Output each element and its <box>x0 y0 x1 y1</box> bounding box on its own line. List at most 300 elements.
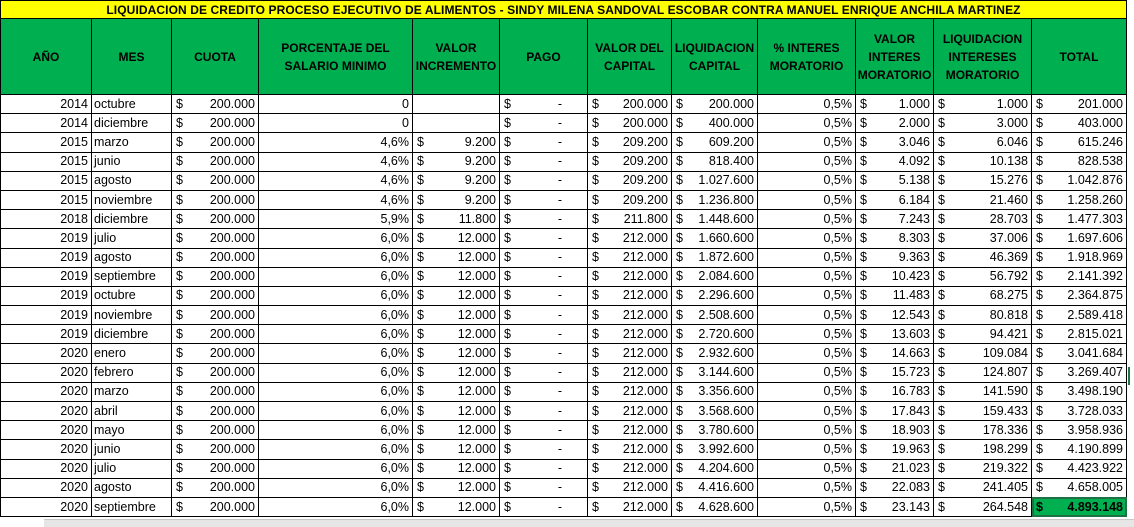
cell-interest-liquidation[interactable] <box>934 440 1032 459</box>
cell-year[interactable]: 2015 <box>1 171 92 190</box>
cell-interest-pct[interactable]: 0,5% <box>758 478 856 497</box>
cell-interest-value[interactable] <box>856 306 934 325</box>
cell-payment[interactable] <box>500 325 588 344</box>
cell-interest-value[interactable] <box>856 190 934 209</box>
cell-year[interactable]: 2019 <box>1 248 92 267</box>
cell-salary-percentage[interactable]: 6,0% <box>259 344 413 363</box>
cell-capital-liquidation[interactable] <box>672 171 758 190</box>
cell-capital[interactable] <box>588 152 672 171</box>
cell-total[interactable] <box>1032 459 1127 478</box>
cell-month[interactable]: abril <box>92 402 172 421</box>
currency-symbol: $ <box>860 154 867 169</box>
cell-interest-pct[interactable]: 0,5% <box>758 306 856 325</box>
cell-interest-pct[interactable]: 0,5% <box>758 229 856 248</box>
cell-capital-liquidation[interactable] <box>672 210 758 229</box>
cell-cuota[interactable] <box>172 325 259 344</box>
cell-cuota[interactable] <box>172 344 259 363</box>
cell-interest-value[interactable] <box>856 478 934 497</box>
cell-year[interactable]: 2020 <box>1 363 92 382</box>
cell-capital[interactable] <box>588 229 672 248</box>
cell-year[interactable]: 2019 <box>1 229 92 248</box>
cell-payment[interactable] <box>500 171 588 190</box>
cell-year[interactable]: 2019 <box>1 306 92 325</box>
cell-interest-value[interactable] <box>856 363 934 382</box>
header-interest-value[interactable]: VALOR INTERES MORATORIO <box>856 19 934 95</box>
cell-total[interactable] <box>1032 95 1127 114</box>
cell-increment[interactable] <box>413 344 500 363</box>
cell-year[interactable]: 2020 <box>1 440 92 459</box>
cell-total[interactable] <box>1032 190 1127 209</box>
cell-year[interactable]: 2020 <box>1 344 92 363</box>
cell-payment[interactable] <box>500 344 588 363</box>
cell-cuota[interactable] <box>172 363 259 382</box>
currency-symbol: $ <box>592 230 599 245</box>
cell-salary-percentage[interactable]: 6,0% <box>259 421 413 440</box>
cell-interest-value[interactable] <box>856 421 934 440</box>
header-interest-pct[interactable]: % INTERES MORATORIO <box>758 19 856 95</box>
cell-interest-liquidation[interactable] <box>934 478 1032 497</box>
cell-interest-liquidation[interactable] <box>934 95 1032 114</box>
cell-capital-liquidation[interactable] <box>672 133 758 152</box>
currency-symbol: $ <box>938 461 945 476</box>
cell-capital-liquidation[interactable] <box>672 344 758 363</box>
cell-cuota[interactable] <box>172 95 259 114</box>
cell-cuota[interactable] <box>172 306 259 325</box>
cell-increment[interactable] <box>413 171 500 190</box>
cell-total[interactable] <box>1032 171 1127 190</box>
cell-interest-liquidation[interactable] <box>934 325 1032 344</box>
cell-capital[interactable] <box>588 248 672 267</box>
header-cuota[interactable]: CUOTA <box>172 19 259 95</box>
cell-capital[interactable] <box>588 363 672 382</box>
cell-capital[interactable] <box>588 402 672 421</box>
header-salary-percentage[interactable]: PORCENTAJE DEL SALARIO MINIMO <box>259 19 413 95</box>
cell-cuota[interactable] <box>172 152 259 171</box>
cell-value: 46.369 <box>989 250 1028 265</box>
cell-interest-value[interactable] <box>856 402 934 421</box>
cell-salary-percentage[interactable]: 6,0% <box>259 478 413 497</box>
cell-interest-liquidation[interactable] <box>934 210 1032 229</box>
cell-total[interactable] <box>1032 114 1127 133</box>
cell-cuota[interactable] <box>172 190 259 209</box>
cell-capital-liquidation[interactable] <box>672 382 758 401</box>
cell-cuota[interactable] <box>172 478 259 497</box>
cell-value: 9.200 <box>464 173 496 188</box>
cell-month[interactable]: octubre <box>92 95 172 114</box>
cell-month[interactable]: agosto <box>92 248 172 267</box>
cell-payment[interactable] <box>500 95 588 114</box>
cell-interest-pct[interactable]: 0,5% <box>758 440 856 459</box>
cell-total[interactable] <box>1032 210 1127 229</box>
cell-payment[interactable] <box>500 210 588 229</box>
cell-capital-liquidation[interactable] <box>672 267 758 286</box>
cell-month[interactable]: enero <box>92 344 172 363</box>
cell-value: 3.000 <box>996 115 1028 130</box>
cell-cuota[interactable] <box>172 248 259 267</box>
cell-interest-liquidation[interactable] <box>934 229 1032 248</box>
cell-cuota[interactable] <box>172 459 259 478</box>
cell-value: 3.728.033 <box>1067 403 1123 418</box>
cell-salary-percentage[interactable]: 6,0% <box>259 229 413 248</box>
cell-total[interactable] <box>1032 229 1127 248</box>
cell-capital[interactable] <box>588 344 672 363</box>
cell-interest-liquidation[interactable] <box>934 306 1032 325</box>
cell-value: - <box>557 230 562 245</box>
table-row <box>1 325 1127 344</box>
cell-year[interactable]: 2015 <box>1 133 92 152</box>
cell-increment[interactable] <box>413 248 500 267</box>
cell-month[interactable]: septiembre <box>92 267 172 286</box>
cell-cuota[interactable] <box>172 133 259 152</box>
cell-month[interactable]: octubre <box>92 286 172 305</box>
cell-interest-value[interactable] <box>856 344 934 363</box>
cell-payment[interactable] <box>500 133 588 152</box>
cell-total[interactable] <box>1032 133 1127 152</box>
cell-payment[interactable] <box>500 459 588 478</box>
cell-interest-value[interactable] <box>856 114 934 133</box>
cell-value: 12.543 <box>891 307 930 322</box>
cell-total-selected[interactable] <box>1032 497 1127 516</box>
cell-cuota[interactable] <box>172 210 259 229</box>
cell-capital-liquidation[interactable] <box>672 190 758 209</box>
cell-cuota[interactable] <box>172 114 259 133</box>
cell-increment[interactable] <box>413 478 500 497</box>
cell-total[interactable] <box>1032 325 1127 344</box>
cell-month[interactable]: diciembre <box>92 210 172 229</box>
cell-capital[interactable] <box>588 190 672 209</box>
cell-interest-pct[interactable]: 0,5% <box>758 210 856 229</box>
cell-cuota[interactable] <box>172 229 259 248</box>
currency-symbol: $ <box>417 480 424 495</box>
cell-salary-percentage[interactable]: 6,0% <box>259 382 413 401</box>
cell-capital[interactable] <box>588 210 672 229</box>
sheet-title[interactable]: LIQUIDACION DE CREDITO PROCESO EJECUTIVO DE ALIMENTOS - SINDY MILENA SANDOVAL ESCOBAR CONTRA MANUEL ENRIQUE ANCHILA MARTINEZ <box>1 1 1127 19</box>
currency-symbol: $ <box>676 134 683 149</box>
cell-capital-liquidation[interactable] <box>672 478 758 497</box>
cell-value: 200.000 <box>209 346 255 361</box>
cell-month[interactable]: junio <box>92 152 172 171</box>
cell-interest-liquidation[interactable] <box>934 114 1032 133</box>
cell-increment[interactable] <box>413 267 500 286</box>
cell-capital[interactable] <box>588 286 672 305</box>
header-interest-liquidation[interactable]: LIQUIDACION INTERESES MORATORIO <box>934 19 1032 95</box>
cell-month[interactable]: marzo <box>92 133 172 152</box>
cell-salary-percentage[interactable]: 6,0% <box>259 325 413 344</box>
cell-payment[interactable] <box>500 114 588 133</box>
currency-symbol: $ <box>504 230 511 245</box>
cell-salary-percentage[interactable]: 0 <box>259 95 413 114</box>
cell-interest-pct[interactable]: 0,5% <box>758 344 856 363</box>
cell-month[interactable]: septiembre <box>92 497 172 516</box>
cell-capital-liquidation[interactable] <box>672 497 758 516</box>
cell-month[interactable]: agosto <box>92 478 172 497</box>
cell-total[interactable] <box>1032 478 1127 497</box>
cell-cuota[interactable] <box>172 440 259 459</box>
cell-year[interactable]: 2014 <box>1 114 92 133</box>
cell-interest-liquidation[interactable] <box>934 344 1032 363</box>
cell-capital[interactable] <box>588 497 672 516</box>
cell-capital[interactable] <box>588 171 672 190</box>
cell-total[interactable] <box>1032 402 1127 421</box>
cell-month[interactable]: noviembre <box>92 190 172 209</box>
cell-interest-value[interactable] <box>856 267 934 286</box>
cell-salary-percentage[interactable]: 6,0% <box>259 363 413 382</box>
cell-interest-value[interactable] <box>856 152 934 171</box>
cell-payment[interactable] <box>500 478 588 497</box>
cell-increment[interactable] <box>413 210 500 229</box>
cell-capital[interactable] <box>588 133 672 152</box>
cell-total[interactable] <box>1032 267 1127 286</box>
cell-interest-liquidation[interactable] <box>934 152 1032 171</box>
cell-capital[interactable] <box>588 114 672 133</box>
cell-year[interactable]: 2020 <box>1 478 92 497</box>
cell-year[interactable]: 2020 <box>1 402 92 421</box>
cell-payment[interactable] <box>500 152 588 171</box>
cell-interest-liquidation[interactable] <box>934 286 1032 305</box>
header-capital-liquidation[interactable]: LIQUIDACION CAPITAL <box>672 19 758 95</box>
cell-capital[interactable] <box>588 306 672 325</box>
cell-interest-pct[interactable]: 0,5% <box>758 286 856 305</box>
cell-total[interactable] <box>1032 421 1127 440</box>
cell-capital-liquidation[interactable] <box>672 114 758 133</box>
cell-payment[interactable] <box>500 190 588 209</box>
cell-interest-value[interactable] <box>856 248 934 267</box>
cell-salary-percentage[interactable]: 6,0% <box>259 267 413 286</box>
cell-value: 3.356.600 <box>698 384 754 399</box>
cell-interest-liquidation[interactable] <box>934 267 1032 286</box>
cell-year[interactable]: 2014 <box>1 95 92 114</box>
cell-month[interactable]: julio <box>92 459 172 478</box>
cell-month[interactable]: mayo <box>92 421 172 440</box>
cell-salary-percentage[interactable]: 0 <box>259 114 413 133</box>
cell-payment[interactable] <box>500 363 588 382</box>
cell-interest-liquidation[interactable] <box>934 497 1032 516</box>
cell-capital[interactable] <box>588 440 672 459</box>
cell-increment[interactable] <box>413 497 500 516</box>
cell-total[interactable] <box>1032 344 1127 363</box>
cell-salary-percentage[interactable]: 4,6% <box>259 190 413 209</box>
cell-interest-pct[interactable]: 0,5% <box>758 267 856 286</box>
cell-interest-value[interactable] <box>856 95 934 114</box>
cell-interest-pct[interactable]: 0,5% <box>758 459 856 478</box>
cell-increment[interactable] <box>413 152 500 171</box>
cell-capital[interactable] <box>588 459 672 478</box>
cell-capital-liquidation[interactable] <box>672 440 758 459</box>
cell-year[interactable]: 2019 <box>1 286 92 305</box>
cell-increment[interactable] <box>413 325 500 344</box>
cell-salary-percentage[interactable]: 5,9% <box>259 210 413 229</box>
cell-capital[interactable] <box>588 325 672 344</box>
cell-interest-pct[interactable]: 0,5% <box>758 190 856 209</box>
cell-total[interactable] <box>1032 382 1127 401</box>
cell-increment[interactable] <box>413 402 500 421</box>
cell-interest-pct[interactable]: 0,5% <box>758 363 856 382</box>
cell-year[interactable]: 2018 <box>1 210 92 229</box>
cell-salary-percentage[interactable]: 6,0% <box>259 459 413 478</box>
cell-interest-pct[interactable]: 0,5% <box>758 248 856 267</box>
cell-payment[interactable] <box>500 402 588 421</box>
cell-payment[interactable] <box>500 248 588 267</box>
cell-increment[interactable] <box>413 286 500 305</box>
header-month[interactable]: MES <box>92 19 172 95</box>
cell-capital[interactable] <box>588 95 672 114</box>
currency-symbol: $ <box>860 365 867 380</box>
cell-month[interactable]: junio <box>92 440 172 459</box>
cell-increment[interactable] <box>413 459 500 478</box>
header-payment[interactable]: PAGO <box>500 19 588 95</box>
cell-capital-liquidation[interactable] <box>672 95 758 114</box>
cell-salary-percentage[interactable]: 6,0% <box>259 306 413 325</box>
cell-payment[interactable] <box>500 421 588 440</box>
cell-total[interactable] <box>1032 286 1127 305</box>
cell-total[interactable] <box>1032 248 1127 267</box>
cell-interest-value[interactable] <box>856 133 934 152</box>
currency-symbol: $ <box>676 192 683 207</box>
cell-increment[interactable] <box>413 114 500 133</box>
cell-month[interactable]: agosto <box>92 171 172 190</box>
cell-interest-value[interactable] <box>856 459 934 478</box>
cell-increment[interactable] <box>413 133 500 152</box>
cell-interest-pct[interactable]: 0,5% <box>758 114 856 133</box>
cell-payment[interactable] <box>500 497 588 516</box>
cell-payment[interactable] <box>500 229 588 248</box>
cell-interest-liquidation[interactable] <box>934 363 1032 382</box>
cell-increment[interactable] <box>413 440 500 459</box>
cell-cuota[interactable] <box>172 497 259 516</box>
cell-capital-liquidation[interactable] <box>672 229 758 248</box>
currency-symbol: $ <box>1036 288 1043 303</box>
currency-symbol: $ <box>417 307 424 322</box>
cell-month[interactable]: diciembre <box>92 114 172 133</box>
cell-total[interactable] <box>1032 306 1127 325</box>
cell-interest-value[interactable] <box>856 286 934 305</box>
cell-payment[interactable] <box>500 267 588 286</box>
cell-capital-liquidation[interactable] <box>672 402 758 421</box>
cell-capital-liquidation[interactable] <box>672 459 758 478</box>
cell-salary-percentage[interactable]: 4,6% <box>259 152 413 171</box>
cell-capital[interactable] <box>588 478 672 497</box>
cell-interest-value[interactable] <box>856 497 934 516</box>
cell-capital[interactable] <box>588 382 672 401</box>
cell-salary-percentage[interactable]: 4,6% <box>259 171 413 190</box>
cell-salary-percentage[interactable]: 6,0% <box>259 497 413 516</box>
cell-capital-liquidation[interactable] <box>672 325 758 344</box>
cell-interest-pct[interactable]: 0,5% <box>758 95 856 114</box>
cell-capital-liquidation[interactable] <box>672 421 758 440</box>
cell-capital-liquidation[interactable] <box>672 306 758 325</box>
cell-payment[interactable] <box>500 382 588 401</box>
cell-interest-pct[interactable]: 0,5% <box>758 497 856 516</box>
cell-increment[interactable] <box>413 229 500 248</box>
cell-value: 615.246 <box>1077 134 1123 149</box>
cell-cuota[interactable] <box>172 382 259 401</box>
cell-cuota[interactable] <box>172 421 259 440</box>
cell-increment[interactable] <box>413 95 500 114</box>
cell-salary-percentage[interactable]: 6,0% <box>259 286 413 305</box>
cell-interest-value[interactable] <box>856 382 934 401</box>
cell-capital-liquidation[interactable] <box>672 248 758 267</box>
cell-capital[interactable] <box>588 421 672 440</box>
header-increment[interactable]: VALOR INCREMENTO <box>413 19 500 95</box>
header-year[interactable]: AÑO <box>1 19 92 95</box>
cell-salary-percentage[interactable]: 6,0% <box>259 440 413 459</box>
cell-year[interactable]: 2019 <box>1 325 92 344</box>
cell-month[interactable]: febrero <box>92 363 172 382</box>
cell-payment[interactable] <box>500 306 588 325</box>
cell-month[interactable]: marzo <box>92 382 172 401</box>
cell-capital-liquidation[interactable] <box>672 363 758 382</box>
cell-month[interactable]: diciembre <box>92 325 172 344</box>
cell-year[interactable]: 2020 <box>1 421 92 440</box>
cell-year[interactable]: 2015 <box>1 152 92 171</box>
cell-interest-liquidation[interactable] <box>934 190 1032 209</box>
cell-interest-pct[interactable]: 0,5% <box>758 152 856 171</box>
cell-total[interactable] <box>1032 363 1127 382</box>
cell-interest-pct[interactable]: 0,5% <box>758 382 856 401</box>
cell-cuota[interactable] <box>172 402 259 421</box>
cell-capital-liquidation[interactable] <box>672 286 758 305</box>
cell-interest-value[interactable] <box>856 229 934 248</box>
cell-year[interactable]: 2020 <box>1 382 92 401</box>
currency-symbol: $ <box>1036 384 1043 399</box>
cell-increment[interactable] <box>413 421 500 440</box>
cell-salary-percentage[interactable]: 4,6% <box>259 133 413 152</box>
cell-cuota[interactable] <box>172 286 259 305</box>
cell-capital[interactable] <box>588 267 672 286</box>
cell-payment[interactable] <box>500 440 588 459</box>
header-total[interactable]: TOTAL <box>1032 19 1127 95</box>
cell-salary-percentage[interactable]: 6,0% <box>259 248 413 267</box>
cell-salary-percentage[interactable]: 6,0% <box>259 402 413 421</box>
cell-value: - <box>557 346 562 361</box>
cell-interest-value[interactable] <box>856 210 934 229</box>
cell-interest-pct[interactable]: 0,5% <box>758 133 856 152</box>
cell-interest-pct[interactable]: 0,5% <box>758 325 856 344</box>
cell-interest-pct[interactable]: 0,5% <box>758 402 856 421</box>
cell-cuota[interactable] <box>172 171 259 190</box>
cell-cuota[interactable] <box>172 267 259 286</box>
cell-interest-value[interactable] <box>856 325 934 344</box>
cell-interest-liquidation[interactable] <box>934 459 1032 478</box>
cell-interest-liquidation[interactable] <box>934 382 1032 401</box>
cell-interest-value[interactable] <box>856 440 934 459</box>
cell-value: 2.364.875 <box>1067 288 1123 303</box>
header-capital[interactable]: VALOR DEL CAPITAL <box>588 19 672 95</box>
cell-total[interactable] <box>1032 440 1127 459</box>
cell-month[interactable]: noviembre <box>92 306 172 325</box>
cell-year[interactable]: 2020 <box>1 459 92 478</box>
cell-total[interactable] <box>1032 152 1127 171</box>
cell-capital-liquidation[interactable] <box>672 152 758 171</box>
cell-interest-value[interactable] <box>856 171 934 190</box>
cell-interest-liquidation[interactable] <box>934 421 1032 440</box>
cell-interest-pct[interactable]: 0,5% <box>758 421 856 440</box>
cell-interest-liquidation[interactable] <box>934 171 1032 190</box>
cell-year[interactable]: 2020 <box>1 497 92 516</box>
cell-month[interactable]: julio <box>92 229 172 248</box>
cell-interest-pct[interactable]: 0,5% <box>758 171 856 190</box>
cell-increment[interactable] <box>413 363 500 382</box>
cell-increment[interactable] <box>413 306 500 325</box>
cell-interest-liquidation[interactable] <box>934 402 1032 421</box>
cell-payment[interactable] <box>500 286 588 305</box>
cell-year[interactable]: 2015 <box>1 190 92 209</box>
cell-increment[interactable] <box>413 190 500 209</box>
cell-interest-liquidation[interactable] <box>934 133 1032 152</box>
cell-interest-liquidation[interactable] <box>934 248 1032 267</box>
cell-year[interactable]: 2019 <box>1 267 92 286</box>
cell-increment[interactable] <box>413 382 500 401</box>
